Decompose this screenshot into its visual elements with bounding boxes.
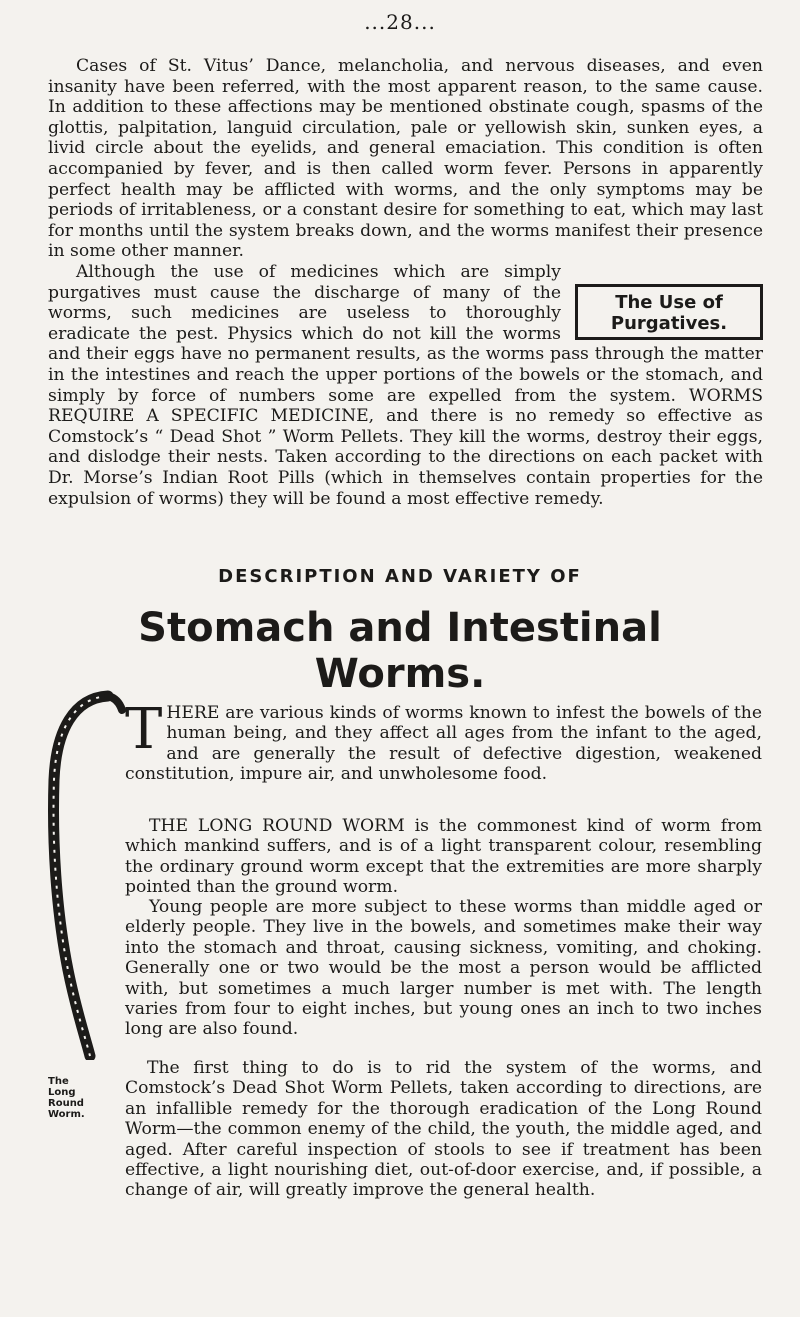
section-paragraph-treatment-text: The first thing to do is to rid the system of the worms, and Comstock’s Dead Shot Worm Pellets, taken according to directions, are an infallible remedy for the thorough eradication of the Long Round Worm—the common enemy of the child, the youth, the middle aged, and aged. After careful inspection of stools to see if treatment has been effective, a light nourishing diet, out-of-door exercise, and, if possible, a change of air, will greatly improve the general health. [125,1058,762,1201]
section-paragraph-intro-text: HERE are various kinds of worms known to infest the bowels of the human being, and they affect all ages from the infant to the aged, and are generally the result of defective digestion, weakened constitution, impure air, and unwholesome food. [125,703,762,785]
sidebox-purgatives: The Use of Purgatives. [575,284,763,340]
side-note-long-round-worm: The Long Round Worm. [48,1076,85,1120]
drop-cap: T [125,697,163,762]
section-paragraph-young-people: Young people are more subject to these worms than middle aged or elderly people. They live in the bowels, and sometimes make their way into the stomach and throat, causing sickness, vomiting, and choking. Generally one or two would be the most a person would be afflicted with, but sometimes a much larger number is met with. The length varies from four to eight inches, but young ones an inch to two inches long are also found. [125,897,762,1040]
section-paragraph-intro [125,697,762,785]
paragraph-symptoms: Cases of St. Vitus’ Dance, melancholia, and nervous diseases, and even insanity have been referred, with the most apparent reason, to the same cause. In addition to these affections may be mentioned obstinate cough, spasms of the glottis, palpitation, languid circulation, pale or yellowish skin, sunken eyes, a livid circle about the eyelids, and general emaciation. This condition is often accompanied by fever, and is then called worm fever. Persons in apparently perfect health may be afflicted with worms, and the only symptoms may be periods of irritableness, or a constant desire for something to eat, which may last for months until the system breaks down, and the worms manifest their presence in some other manner. [48,56,763,262]
section-heading-line1: Stomach and Intestinal [138,605,662,651]
section-paragraph-treatment [48,1058,762,1201]
page-number: ...28... [364,10,436,34]
paragraph-purgatives-text: Although the use of medicines which are simply purgatives must cause the discharge of many of the worms, such medicines are useless to thoroughly eradicate the pest. Physics which do not kill the worms and their eggs have no permanent results, as the worms pass through the matter in the intestines and reach the upper portions of the bowels or the stomach, and simply by force of numbers some are expelled from the system. WORMS REQUIRE A SPECIFIC MEDICINE, and there is no remedy so effective as Comstock’s “ Dead Shot ” Worm Pellets. They kill the worms, destroy their eggs, and dislodge their nests. Taken according to the directions on each packet with Dr. Morse’s Indian Root Pills (which in themselves contain properties for the expulsion of worms) they will be found a most effective remedy. [48,262,763,509]
paragraph-purgatives [48,262,763,509]
section-heading-line2: Worms. [314,651,486,697]
section-paragraph-long-round-worm: THE LONG ROUND WORM is the commonest kind of worm from which mankind suffers, and is of a light transparent colour, resembling the ordinary ground worm except that the extremities are more sharply pointed than the ground worm. [125,816,762,898]
section-heading [0,605,800,697]
worm-illustration-icon [46,690,126,1060]
section-subheading: DESCRIPTION AND VARIETY OF [218,566,582,587]
